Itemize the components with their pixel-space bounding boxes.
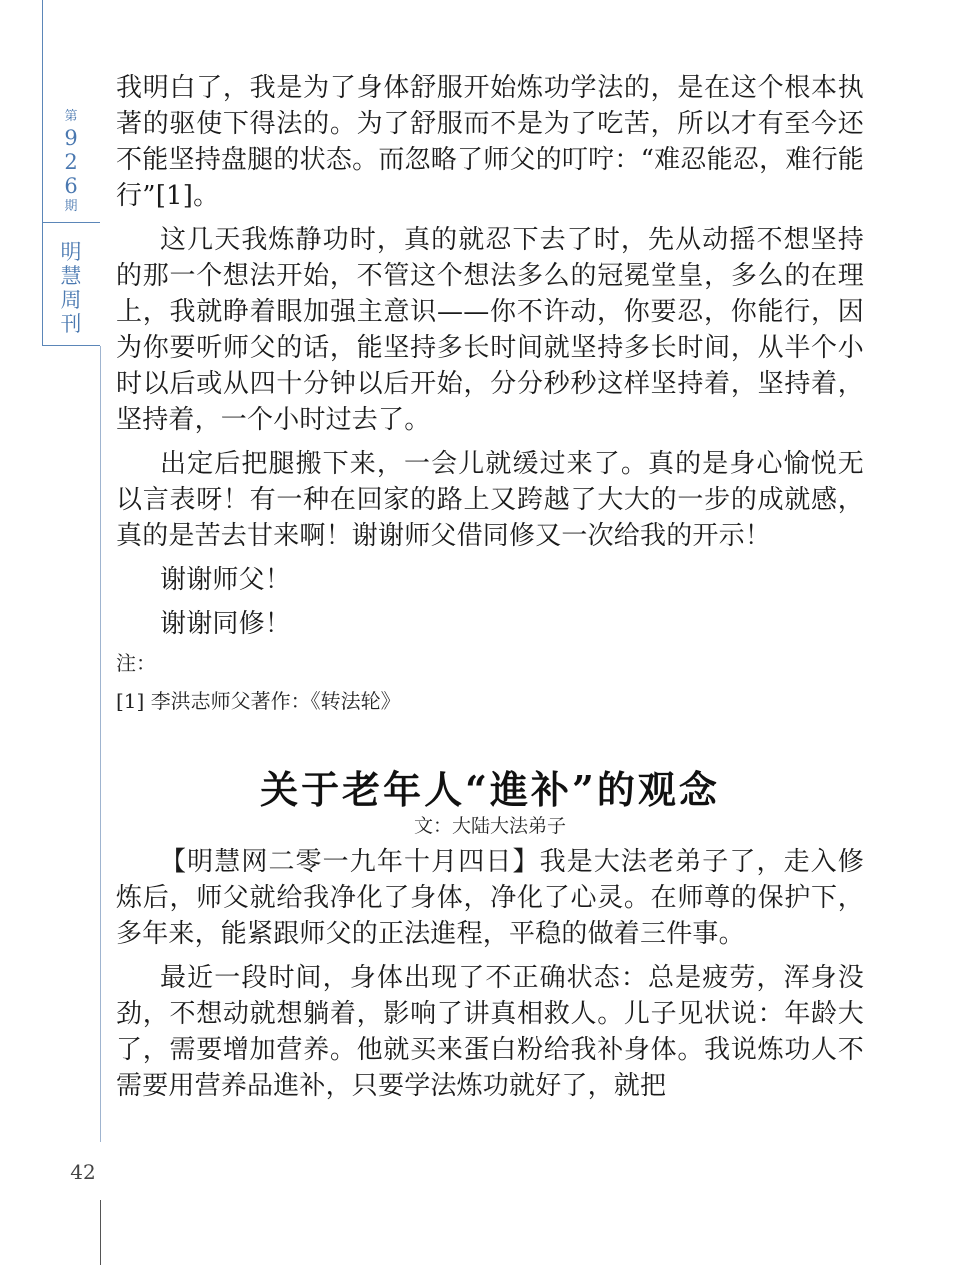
article1-paragraph: 我明白了，我是为了身体舒服开始炼功学法的，是在这个根本执著的驱使下得法的。为了舒服而不是为了吃苦，所以才有至今还不能坚持盘腿的状态。而忽略了师父的叮咛：“难忍能忍，难行能行”[1]。 [116,73,864,211]
issue-suffix: 期 [64,199,78,214]
article-byline: 文：大陆大法弟子 [413,815,566,837]
article1-paragraph: 这几天我炼静功时，真的就忍下去了时，先从动摇不想坚持的那一个想法开始，不管这个想法多么的冠冕堂皇，多么的在理上，我就睁着眼加强主意识——你不许动，你要忍，你能行，因为你要听师父的话，能坚持多长时间就坚持多长时间，从半个小时以后或从四十分钟以后开始，分分秒秒这样坚持着，坚持着，坚持着，一个小时过去了。 [116,225,864,435]
publication-name [42,240,100,336]
article2-paragraph: 最近一段时间，身体出现了不正确状态：总是疲劳，浑身没劲，不想动就想躺着，影响了讲真相救人。儿子见状说：年龄大了，需要增加营养。他就买来蛋白粉给我补身体。我说炼功人不需要用营养品進补，只要学法炼功就好了，就把 [116,963,864,1101]
article1-paragraph: 出定后把腿搬下来，一会儿就缓过来了。真的是身心愉悦无以言表呀！有一种在回家的路上又跨越了大大的一步的成就感，真的是苦去甘来啊！谢谢师父借同修又一次给我的开示！ [116,449,864,551]
page-number: 42 [70,1160,96,1184]
publication-char: 明 [60,240,82,264]
issue-digit: 6 [64,174,78,198]
publication-char: 刊 [60,312,82,336]
note-label: 注： [116,651,156,675]
issue-number [42,108,100,216]
page-content [116,70,864,1112]
issue-digit: 9 [64,126,78,150]
publication-char: 慧 [60,264,82,288]
article2-paragraph: 【明慧网二零一九年十月四日】我是大法老弟子了，走入修炼后，师父就给我净化了身体，净化了心灵。在师尊的保护下，多年来，能紧跟师父的正法進程，平稳的做着三件事。 [116,847,864,949]
publication-char: 周 [60,288,82,312]
margin-rule-bottom [100,1200,101,1265]
issue-prefix: 第 [64,109,78,124]
article-title: 关于老年人“進补”的观念 [260,767,720,812]
article1-paragraph: 谢谢同修！ [160,609,292,639]
sidebar-divider [42,222,100,223]
issue-digit: 2 [64,150,78,174]
margin-rule [100,346,101,1142]
article1-paragraph: 谢谢师父！ [160,565,292,595]
note-item: [1] 李洪志师父著作：《转法轮》 [116,689,401,713]
